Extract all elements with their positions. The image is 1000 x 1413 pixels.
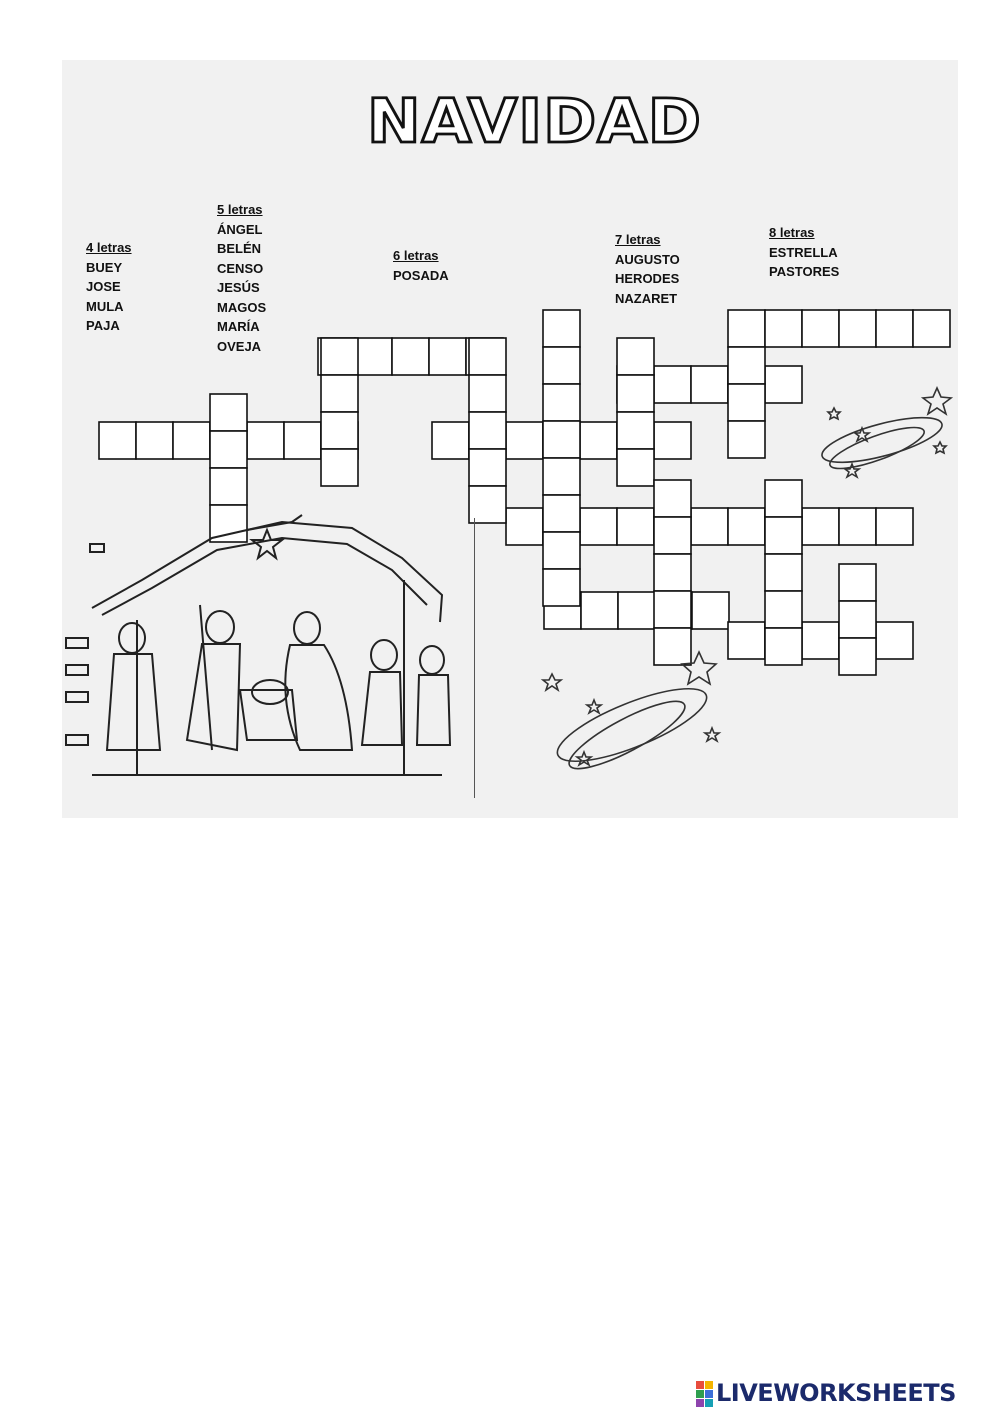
crossword-cell[interactable] <box>876 508 913 545</box>
crossword-cell[interactable] <box>617 375 654 412</box>
crossword-cell[interactable] <box>543 310 580 347</box>
crossword-cell[interactable] <box>543 495 580 532</box>
list-word: PAJA <box>86 318 120 333</box>
crossword-cell[interactable] <box>247 422 284 459</box>
crossword-cell[interactable] <box>728 384 765 421</box>
list-header: 7 letras <box>615 232 661 247</box>
crossword-cell[interactable] <box>321 449 358 486</box>
crossword-cell[interactable] <box>876 310 913 347</box>
crossword-cell[interactable] <box>506 508 543 545</box>
crossword-cell[interactable] <box>355 338 392 375</box>
crossword-cell[interactable] <box>618 592 655 629</box>
crossword-cell[interactable] <box>802 508 839 545</box>
list-word: PASTORES <box>769 264 840 279</box>
crossword-cell[interactable] <box>617 412 654 449</box>
list-word: HERODES <box>615 271 680 286</box>
list-word: JESÚS <box>217 280 260 295</box>
crossword-cell[interactable] <box>469 338 506 375</box>
liveworksheets-logo-icon <box>696 1381 714 1407</box>
crossword-cell[interactable] <box>654 366 691 403</box>
crossword-cell[interactable] <box>765 628 802 665</box>
divider-line <box>474 518 475 798</box>
list-header: 6 letras <box>393 248 439 263</box>
list-word: ESTRELLA <box>769 244 838 260</box>
list-word: MARÍA <box>217 319 260 334</box>
crossword-cell[interactable] <box>765 310 802 347</box>
list-word: MULA <box>86 298 124 314</box>
crossword-cell[interactable] <box>617 449 654 486</box>
crossword-cell[interactable] <box>543 347 580 384</box>
crossword-cell[interactable] <box>580 422 617 459</box>
list-word: MAGOS <box>217 299 267 315</box>
crossword-cell[interactable] <box>728 421 765 458</box>
crossword-cell[interactable] <box>469 375 506 412</box>
list-word: BELÉN <box>217 241 262 256</box>
crossword-cell[interactable] <box>728 347 765 384</box>
list-header: 4 letras <box>86 240 132 255</box>
crossword-cell[interactable] <box>839 310 876 347</box>
crossword-cell[interactable] <box>136 422 173 459</box>
crossword-cell[interactable] <box>692 592 729 629</box>
crossword-cell[interactable] <box>876 622 913 659</box>
list-word: BUEY <box>86 259 123 275</box>
crossword-cell[interactable] <box>210 394 247 431</box>
crossword-cell[interactable] <box>839 638 876 675</box>
crossword-cell[interactable] <box>654 554 691 591</box>
crossword-cell[interactable] <box>839 601 876 638</box>
crossword-cell[interactable] <box>728 622 765 659</box>
crossword-cell[interactable] <box>765 517 802 554</box>
crossword-cell[interactable] <box>392 338 429 375</box>
crossword-cell[interactable] <box>543 421 580 458</box>
footer <box>0 1375 1000 1413</box>
crossword-cell[interactable] <box>581 592 618 629</box>
list-word: AUGUSTO <box>615 251 680 267</box>
crossword-cell[interactable] <box>691 366 728 403</box>
list-word: NAZARET <box>615 290 678 306</box>
list-header: 5 letras <box>217 202 263 217</box>
crossword-cell[interactable] <box>543 458 580 495</box>
crossword-cell[interactable] <box>654 422 691 459</box>
crossword-grid <box>62 60 958 818</box>
crossword-cell[interactable] <box>284 422 321 459</box>
crossword-cell[interactable] <box>802 622 839 659</box>
crossword-cell[interactable] <box>469 412 506 449</box>
crossword-cell[interactable] <box>654 628 691 665</box>
crossword-cell[interactable] <box>173 422 210 459</box>
list-header: 8 letras <box>769 225 815 240</box>
crossword-cell[interactable] <box>210 431 247 468</box>
crossword-cell[interactable] <box>913 310 950 347</box>
crossword-cell[interactable] <box>617 338 654 375</box>
crossword-cell[interactable] <box>765 480 802 517</box>
crossword-cell[interactable] <box>654 517 691 554</box>
crossword-cell[interactable] <box>765 591 802 628</box>
crossword-cell[interactable] <box>839 564 876 601</box>
list-word: ÁNGEL <box>217 221 263 237</box>
crossword-cell[interactable] <box>728 310 765 347</box>
worksheet-title: NAVIDAD <box>367 86 702 158</box>
crossword-cell[interactable] <box>321 375 358 412</box>
crossword-cell[interactable] <box>99 422 136 459</box>
crossword-cell[interactable] <box>210 468 247 505</box>
crossword-cell[interactable] <box>839 508 876 545</box>
list-word: POSADA <box>393 267 449 283</box>
crossword-cell[interactable] <box>432 422 469 459</box>
crossword-cell[interactable] <box>321 412 358 449</box>
crossword-cell[interactable] <box>654 480 691 517</box>
crossword-cell[interactable] <box>654 591 691 628</box>
worksheet <box>62 60 958 818</box>
crossword-cell[interactable] <box>580 508 617 545</box>
crossword-cell[interactable] <box>429 338 466 375</box>
list-word: JOSE <box>86 279 121 294</box>
list-word: CENSO <box>217 260 264 276</box>
crossword-cell[interactable] <box>543 384 580 421</box>
crossword-cell[interactable] <box>543 569 580 606</box>
nativity-scene-illustration <box>66 515 450 775</box>
crossword-cell[interactable] <box>543 532 580 569</box>
crossword-cell[interactable] <box>691 508 728 545</box>
crossword-cell[interactable] <box>469 449 506 486</box>
crossword-cell[interactable] <box>506 422 543 459</box>
crossword-cell[interactable] <box>765 554 802 591</box>
crossword-cell[interactable] <box>802 310 839 347</box>
footer-brand: LIVEWORKSHEETS <box>716 1379 956 1407</box>
crossword-cell[interactable] <box>321 338 358 375</box>
crossword-cell[interactable] <box>765 366 802 403</box>
list-word: OVEJA <box>217 338 262 354</box>
crossword-cell[interactable] <box>728 508 765 545</box>
crossword-cell[interactable] <box>617 508 654 545</box>
